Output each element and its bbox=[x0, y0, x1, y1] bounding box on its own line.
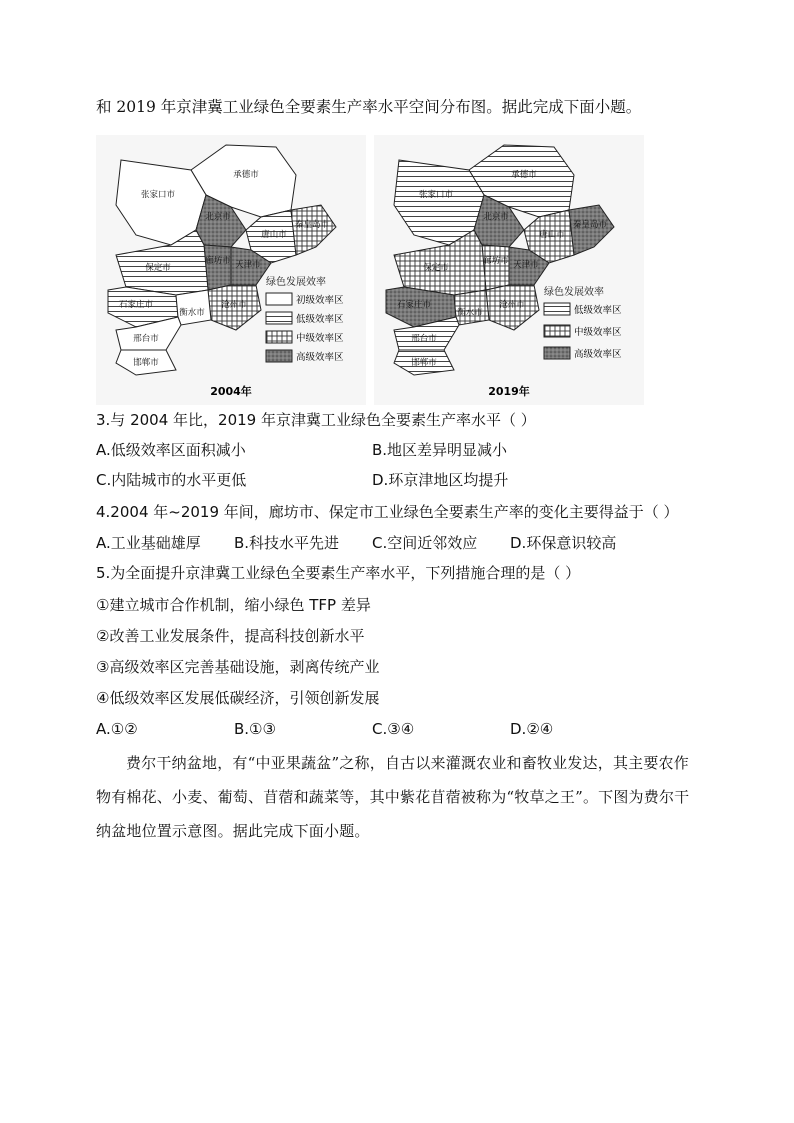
passage-text: 费尔干纳盆地，有“中亚果蔬盆”之称，自古以来灌溉农业和畜牧业发达，其主要农作物有棉花、小麦、葡萄、苜蓿和蔬菜等，其中紫花苜蓿被称为“牧草之王”。下图为费尔干纳盆地位置示意图。据此完成下面小题。 bbox=[96, 754, 690, 840]
label-xingtai: 邢台市 bbox=[133, 334, 159, 344]
label-shijiazhuang: 石家庄市 bbox=[118, 300, 154, 310]
svg-text:邯郸市: 邯郸市 bbox=[411, 358, 437, 368]
svg-text:保定市: 保定市 bbox=[423, 263, 449, 273]
q4-option-c[interactable]: C.空间近邻效应 bbox=[372, 534, 478, 552]
q3-option-d[interactable]: D.环京津地区均提升 bbox=[372, 471, 509, 489]
svg-text:石家庄市: 石家庄市 bbox=[396, 300, 432, 310]
label-chengde: 承德市 bbox=[233, 170, 259, 180]
label-hengshui: 衡水市 bbox=[179, 308, 205, 318]
q3-stem: 3.与 2004 年比，2019 年京津冀工业绿色全要素生产率水平（ ） bbox=[96, 411, 536, 429]
svg-text:廊坊市: 廊坊市 bbox=[483, 256, 509, 266]
svg-text:沧州市: 沧州市 bbox=[499, 300, 525, 310]
svg-text:邢台市: 邢台市 bbox=[411, 334, 437, 344]
label-tianjin: 天津市 bbox=[235, 260, 261, 270]
svg-text:张家口市: 张家口市 bbox=[418, 190, 454, 200]
q4-option-b[interactable]: B.科技水平先进 bbox=[234, 534, 340, 552]
svg-text:北京市: 北京市 bbox=[483, 212, 509, 222]
q4-option-d[interactable]: D.环保意识较高 bbox=[510, 534, 617, 552]
q3-option-c[interactable]: C.内陆城市的水平更低 bbox=[96, 471, 247, 489]
q5-item-4: ④低级效率区发展低碳经济，引领创新发展 bbox=[96, 689, 380, 707]
svg-text:中级效率区: 中级效率区 bbox=[574, 327, 622, 338]
q5-option-c[interactable]: C.③④ bbox=[372, 720, 415, 738]
q5-option-b[interactable]: B.①③ bbox=[234, 720, 276, 738]
q5-stem: 5.为全面提升京津冀工业绿色全要素生产率水平，下列措施合理的是（ ） bbox=[96, 564, 581, 582]
label-tangshan: 唐山市 bbox=[261, 230, 287, 240]
region-langfang-2019 bbox=[482, 245, 509, 290]
svg-text:初级效率区: 初级效率区 bbox=[296, 295, 344, 306]
q3-option-a[interactable]: A.低级效率区面积减小 bbox=[96, 441, 246, 459]
q5-item-1: ①建立城市合作机制，缩小绿色 TFP 差异 bbox=[96, 596, 371, 614]
label-handan: 邯郸市 bbox=[133, 358, 159, 368]
label-qinhuangdao: 秦皇岛市 bbox=[294, 220, 330, 230]
q3-option-b[interactable]: B.地区差异明显减小 bbox=[372, 441, 508, 459]
svg-text:高级效率区: 高级效率区 bbox=[296, 352, 344, 363]
svg-text:衡水市: 衡水市 bbox=[457, 308, 483, 318]
svg-text:承德市: 承德市 bbox=[511, 170, 537, 180]
svg-text:唐山市: 唐山市 bbox=[539, 230, 565, 240]
svg-text:绿色发展效率: 绿色发展效率 bbox=[544, 287, 604, 298]
q4-option-a[interactable]: A.工业基础雄厚 bbox=[96, 534, 201, 552]
svg-text:秦皇岛市: 秦皇岛市 bbox=[572, 220, 608, 230]
svg-text:低级效率区: 低级效率区 bbox=[296, 314, 344, 325]
svg-text:绿色发展效率: 绿色发展效率 bbox=[266, 277, 326, 288]
map-2019 bbox=[374, 135, 644, 405]
svg-text:高级效率区: 高级效率区 bbox=[574, 349, 622, 360]
label-cangzhou: 沧州市 bbox=[221, 300, 247, 310]
q5-option-a[interactable]: A.①② bbox=[96, 720, 138, 738]
q5-option-d[interactable]: D.②④ bbox=[510, 720, 554, 738]
svg-text:天津市: 天津市 bbox=[513, 260, 539, 270]
svg-text:中级效率区: 中级效率区 bbox=[296, 333, 344, 344]
label-baoding: 保定市 bbox=[145, 263, 171, 273]
map-2004-year: 2004年 bbox=[210, 385, 252, 398]
q5-item-2: ②改善工业发展条件，提高科技创新水平 bbox=[96, 627, 365, 645]
q4-stem: 4.2004 年~2019 年间，廊坊市、保定市工业绿色全要素生产率的变化主要得益于（ ） bbox=[96, 503, 679, 521]
intro-text: 和 2019 年京津冀工业绿色全要素生产率水平空间分布图。据此完成下面小题。 bbox=[96, 98, 642, 116]
label-zhangjiakou: 张家口市 bbox=[140, 190, 176, 200]
svg-text:低级效率区: 低级效率区 bbox=[574, 305, 622, 316]
map-2004 bbox=[96, 135, 366, 405]
map-2019-year: 2019年 bbox=[488, 385, 530, 398]
label-langfang: 廊坊市 bbox=[205, 256, 231, 266]
label-beijing: 北京市 bbox=[205, 212, 231, 222]
region-langfang bbox=[204, 245, 231, 290]
q5-item-3: ③高级效率区完善基础设施，剥离传统产业 bbox=[96, 658, 380, 676]
